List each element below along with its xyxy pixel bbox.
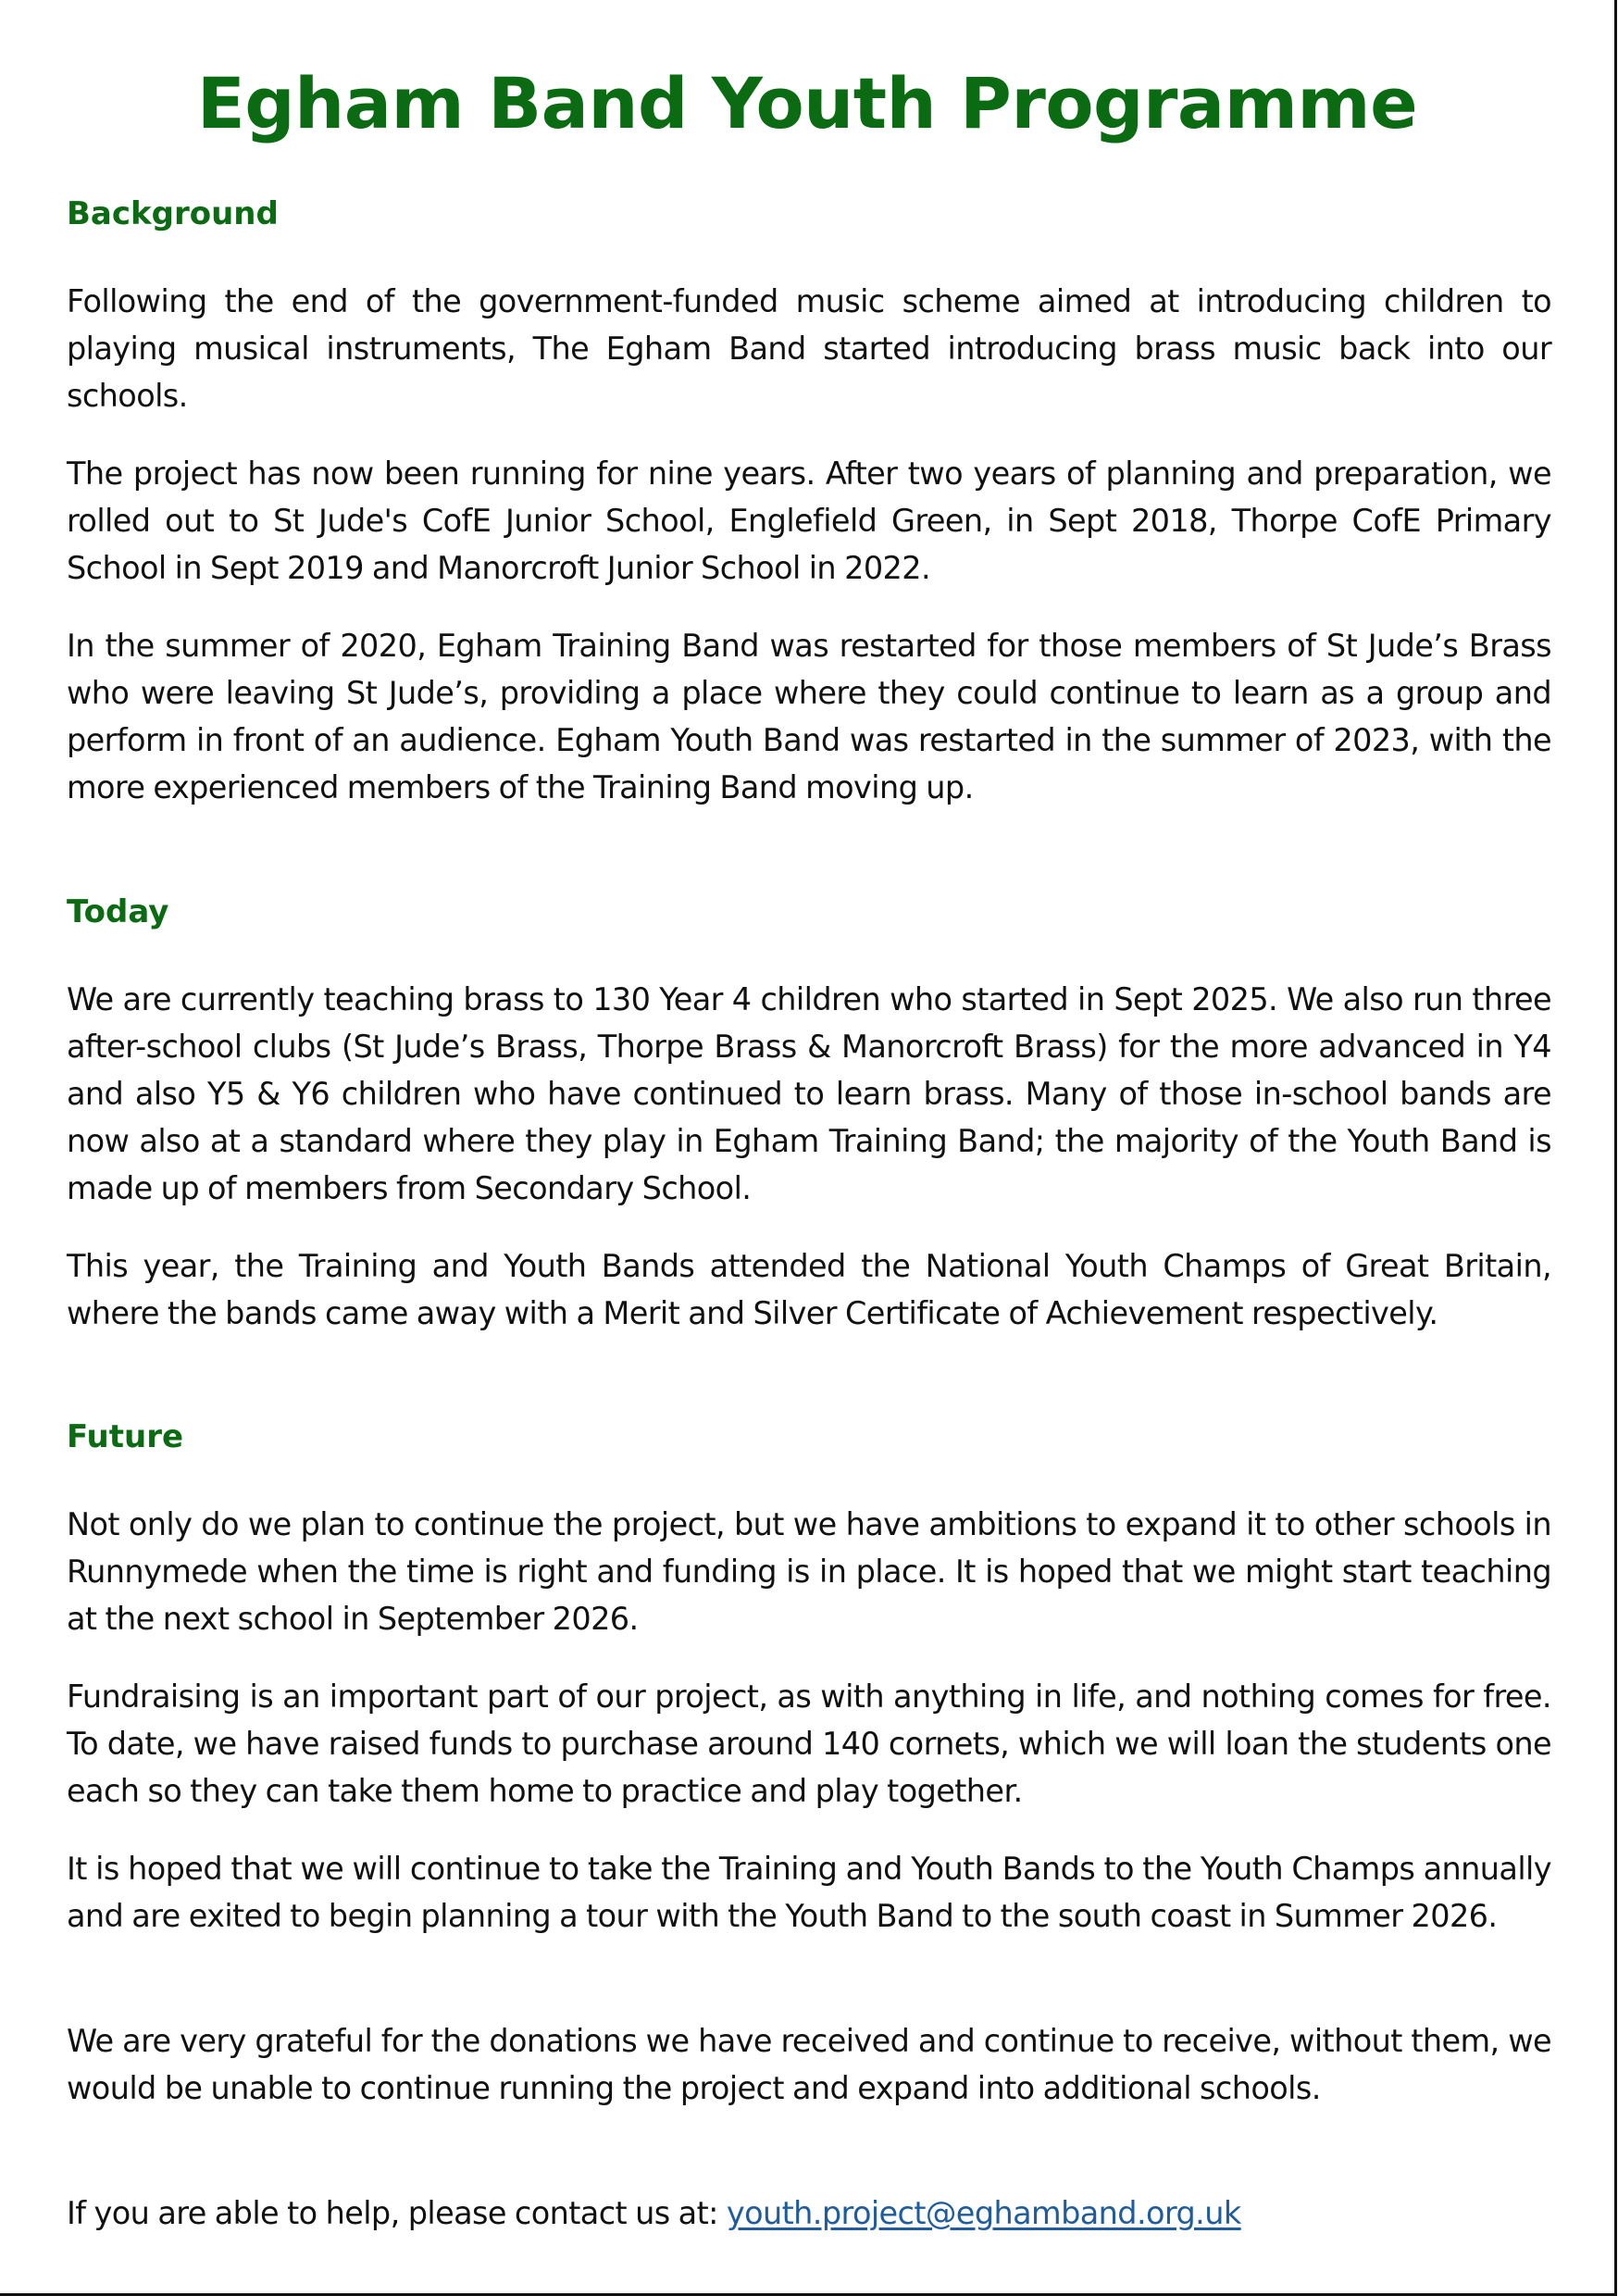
paragraph-today-1: We are currently teaching brass to 130 Year 4 children who started in Sept 2025. We also run three after-school clubs (St Jude’s Brass, Thorpe Brass & Manorcroft Brass) for the more advanced in Y4 and also Y5 & Y6 children who have continued to learn brass. Many of those in-school bands are now also at a standard where they play in Egham Training Band; the majority of the Youth Band is made up of members from Secondary School.	[67, 981, 1551, 1206]
contact-email-link[interactable]: youth.project@eghamband.org.uk	[726, 2195, 1241, 2231]
contact-line	[67, 2190, 1551, 2237]
paragraph-future-4: We are very grateful for the donations we have received and continue to receive, without them, we would be unable to continue running the project and expand into additional schools.	[67, 2023, 1551, 2106]
paragraph-background-1: Following the end of the government-funded music scheme aimed at introducing children to playing musical instruments, The Egham Band started introducing brass music back into our schools.	[67, 283, 1551, 414]
paragraph-background-3: In the summer of 2020, Egham Training Band was restarted for those members of St Jude’s Brass who were leaving St Jude’s, providing a place where they could continue to learn as a group and perform in front of an audience. Egham Youth Band was restarted in the summer of 2023, with the more experienced members of the Training Band moving up.	[67, 628, 1551, 805]
section-heading-future: Future	[67, 1418, 184, 1455]
paragraph-today-2: This year, the Training and Youth Bands attended the National Youth Champs of Great Britain, where the bands came away with a Merit and Silver Certificate of Achievement respectively.	[67, 1248, 1551, 1331]
paragraph-future-1: Not only do we plan to continue the project, but we have ambitions to expand it to other schools in Runnymede when the time is right and funding is in place. It is hoped that we might start teaching at the next school in September 2026.	[67, 1506, 1551, 1637]
section-heading-background: Background	[67, 195, 279, 232]
page-title: Egham Band Youth Programme	[196, 62, 1418, 144]
paragraph-future-3: It is hoped that we will continue to take the Training and Youth Bands to the Youth Champs annually and are exited to begin planning a tour with the Youth Band to the south coast in Summer 2026.	[67, 1851, 1551, 1934]
paragraph-background-2: The project has now been running for nine years. After two years of planning and preparation, we rolled out to St Jude's CofE Junior School, Englefield Green, in Sept 2018, Thorpe CofE Primary School in Sept 2019 and Manorcroft Junior School in 2022.	[67, 455, 1551, 586]
contact-text: If you are able to help, please contact us at:	[67, 2195, 727, 2231]
section-heading-today: Today	[67, 893, 169, 930]
paragraph-future-2: Fundraising is an important part of our project, as with anything in life, and nothing comes for free. To date, we have raised funds to purchase around 140 cornets, which we will loan the students one each so they can take them home to practice and play together.	[67, 1678, 1551, 1809]
